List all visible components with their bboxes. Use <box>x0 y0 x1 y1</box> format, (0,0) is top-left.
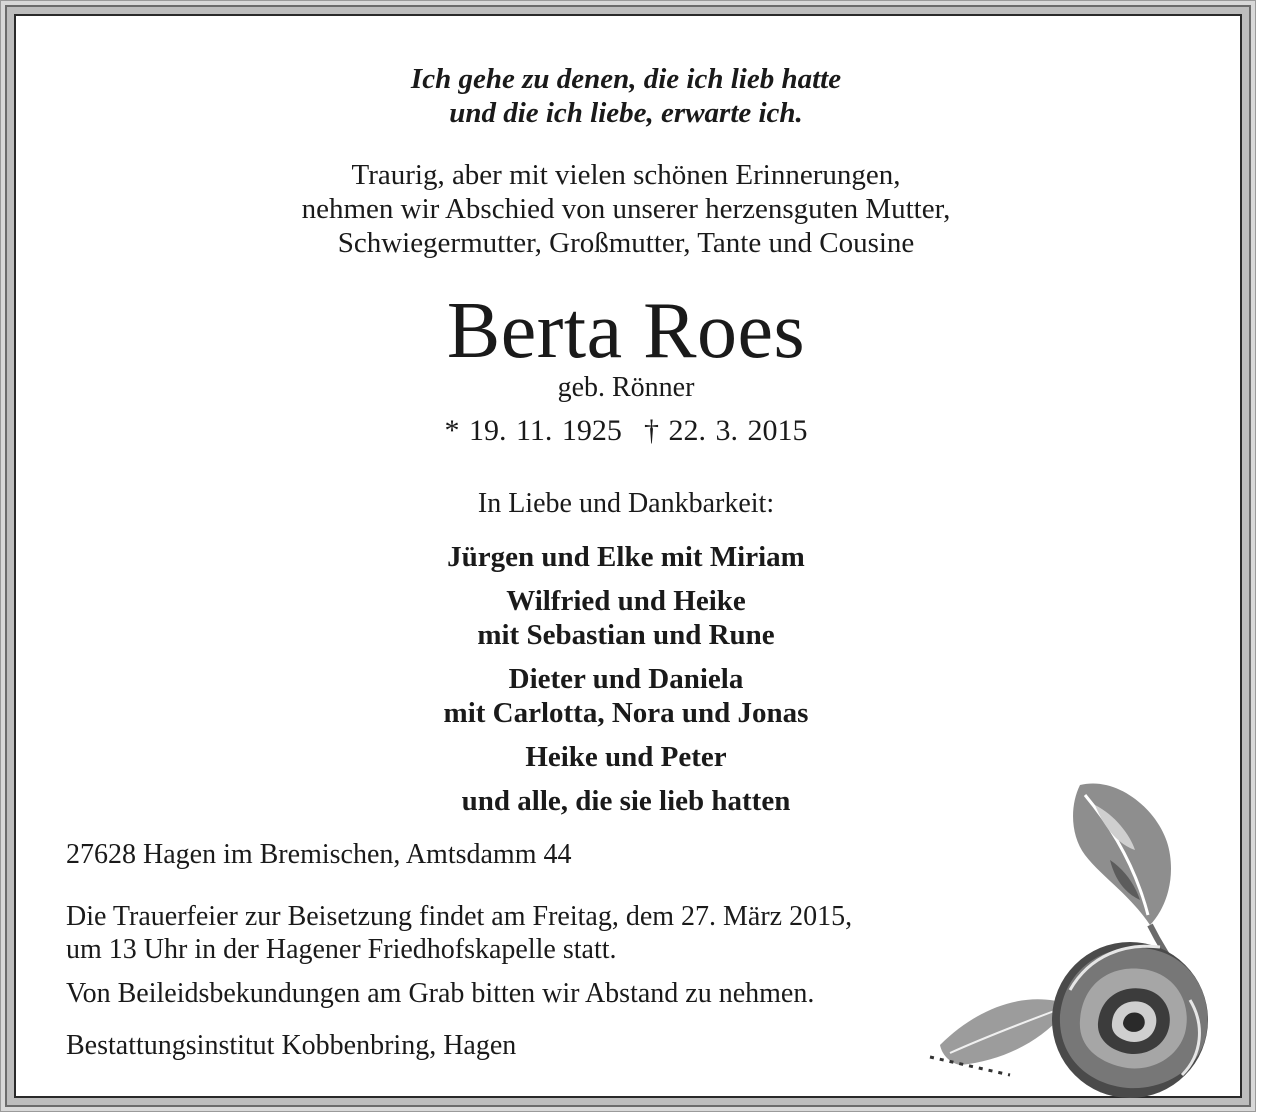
intro-line: Schwiegermutter, Großmutter, Tante und Cousine <box>337 227 915 259</box>
ceremony-line: um 13 Uhr in der Hagener Friedhofskapelle statt. <box>66 934 617 965</box>
family-line: mit Sebastian und Rune <box>477 619 775 651</box>
family-group <box>0 740 1252 774</box>
family-line: Dieter und Daniela <box>508 663 744 695</box>
motto-line: und die ich liebe, erwarte ich. <box>449 97 803 129</box>
family-group <box>0 540 1252 574</box>
deceased-name: Berta Roes <box>446 287 806 375</box>
family-group <box>0 662 1252 730</box>
birth-name: geb. Rönner <box>557 372 695 403</box>
family-line: mit Carlotta, Nora und Jonas <box>443 697 809 729</box>
intro-line: nehmen wir Abschied von unserer herzensguten Mutter, <box>301 193 951 225</box>
intro-line: Traurig, aber mit vielen schönen Erinnerungen, <box>351 159 901 191</box>
death-date: † 22. 3. 2015 <box>643 414 808 447</box>
life-dates <box>0 414 1252 448</box>
birth-date: * 19. 11. 1925 <box>444 414 622 447</box>
condolence-note: Von Beileidsbekundungen am Grab bitten wir Abstand zu nehmen. <box>66 978 815 1009</box>
family-line: Jürgen und Elke mit Miriam <box>447 541 805 573</box>
ceremony-info <box>66 900 852 966</box>
family-line: und alle, die sie lieb hatten <box>461 785 791 817</box>
family-group <box>0 584 1252 652</box>
rose-icon <box>920 775 1256 1105</box>
motto-quote <box>0 62 1252 130</box>
ceremony-line: Die Trauerfeier zur Beisetzung findet am Freitag, dem 27. März 2015, <box>66 901 853 932</box>
family-line: Heike und Peter <box>525 741 727 773</box>
thanks-line: In Liebe und Dankbarkeit: <box>477 488 775 519</box>
undertaker: Bestattungsinstitut Kobbenbring, Hagen <box>66 1030 517 1061</box>
motto-line: Ich gehe zu denen, die ich lieb hatte <box>410 63 842 95</box>
intro-text <box>0 158 1252 260</box>
family-line: Wilfried und Heike <box>506 585 746 617</box>
address: 27628 Hagen im Bremischen, Amtsdamm 44 <box>66 839 572 870</box>
